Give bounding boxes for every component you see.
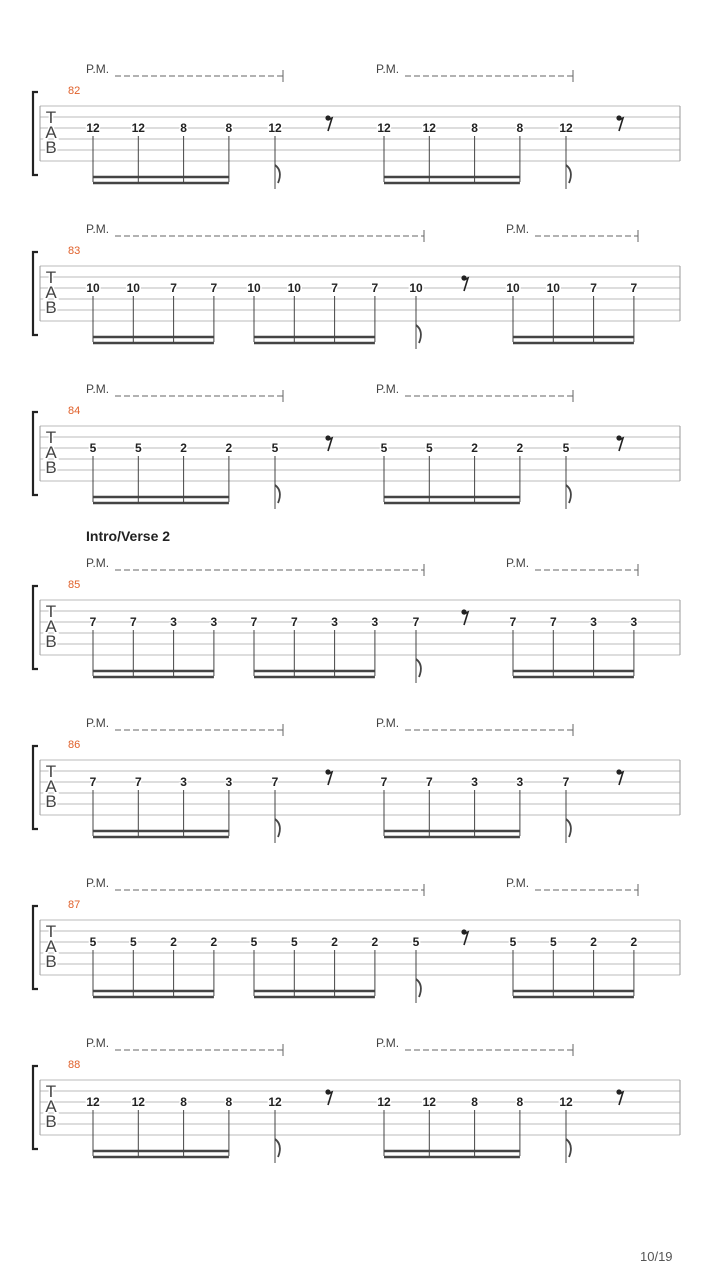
tab-clef-letter: B bbox=[45, 952, 57, 971]
measure-number: 88 bbox=[68, 1059, 81, 1071]
fret-number: 12 bbox=[559, 121, 573, 135]
fret-number: 7 bbox=[425, 775, 433, 789]
fret-number: 2 bbox=[180, 441, 187, 455]
palm-mute-label: P.M. bbox=[86, 382, 110, 396]
fret-number: 8 bbox=[225, 1095, 233, 1109]
fret-number: 3 bbox=[180, 775, 187, 789]
eighth-rest-stem bbox=[328, 118, 332, 131]
palm-mute-label: P.M. bbox=[376, 716, 400, 730]
tab-clef-letter: T bbox=[45, 1082, 57, 1101]
fret-number: 12 bbox=[559, 1095, 573, 1109]
system-bracket bbox=[33, 586, 38, 669]
palm-mute-label: P.M. bbox=[86, 222, 110, 236]
fret-number: 5 bbox=[412, 935, 420, 949]
page-number: 10/19 bbox=[640, 1249, 673, 1264]
fret-number: 12 bbox=[377, 121, 391, 135]
eighth-rest-stem bbox=[619, 118, 623, 131]
fret-number: 7 bbox=[509, 615, 517, 629]
fret-number: 12 bbox=[131, 121, 145, 135]
tab-system bbox=[33, 382, 680, 509]
fret-number: 8 bbox=[180, 121, 187, 135]
tab-clef-letter: T bbox=[45, 268, 57, 287]
eighth-rest-stem bbox=[328, 772, 332, 785]
fret-number: 10 bbox=[287, 281, 301, 295]
fret-number: 10 bbox=[247, 281, 261, 295]
fret-number: 7 bbox=[271, 775, 279, 789]
system-bracket bbox=[33, 906, 38, 989]
fret-number: 7 bbox=[562, 775, 570, 789]
eighth-rest-stem bbox=[619, 1092, 623, 1105]
fret-number: 5 bbox=[562, 441, 570, 455]
fret-number: 7 bbox=[590, 281, 597, 295]
fret-number: 3 bbox=[590, 615, 597, 629]
eighth-rest-stem bbox=[328, 438, 332, 451]
system-bracket bbox=[33, 92, 38, 175]
note-flag bbox=[416, 979, 421, 997]
fret-number: 5 bbox=[134, 441, 142, 455]
palm-mute-label: P.M. bbox=[376, 1036, 400, 1050]
fret-number: 7 bbox=[380, 775, 388, 789]
fret-number: 2 bbox=[371, 935, 379, 949]
tab-system bbox=[33, 1036, 680, 1163]
fret-number: 3 bbox=[210, 615, 218, 629]
fret-number: 12 bbox=[86, 1095, 100, 1109]
section-label: Intro/Verse 2 bbox=[86, 528, 171, 544]
fret-number: 3 bbox=[371, 615, 379, 629]
palm-mute-label: P.M. bbox=[376, 382, 400, 396]
fret-number: 2 bbox=[471, 441, 478, 455]
fret-number: 7 bbox=[630, 281, 638, 295]
palm-mute-label: P.M. bbox=[506, 222, 530, 236]
fret-number: 2 bbox=[590, 935, 597, 949]
fret-number: 2 bbox=[331, 935, 338, 949]
fret-number: 5 bbox=[271, 441, 279, 455]
tab-system bbox=[33, 716, 680, 843]
palm-mute-label: P.M. bbox=[506, 876, 530, 890]
fret-number: 12 bbox=[422, 1095, 436, 1109]
fret-number: 7 bbox=[89, 775, 97, 789]
tab-system bbox=[33, 222, 680, 349]
fret-number: 12 bbox=[268, 1095, 282, 1109]
palm-mute-label: P.M. bbox=[86, 716, 110, 730]
fret-number: 2 bbox=[630, 935, 638, 949]
fret-number: 2 bbox=[170, 935, 177, 949]
fret-number: 5 bbox=[250, 935, 258, 949]
note-flag bbox=[566, 819, 571, 837]
fret-number: 5 bbox=[129, 935, 137, 949]
system-bracket bbox=[33, 746, 38, 829]
measure-number: 86 bbox=[68, 739, 81, 751]
tab-clef-letter: A bbox=[45, 123, 57, 142]
tab-clef-letter: B bbox=[45, 792, 57, 811]
tab-clef-letter: A bbox=[45, 937, 57, 956]
tab-clef-letter: B bbox=[45, 138, 57, 157]
fret-number: 5 bbox=[89, 441, 97, 455]
eighth-rest-stem bbox=[619, 438, 623, 451]
measure-number: 85 bbox=[68, 579, 81, 591]
fret-number: 7 bbox=[134, 775, 142, 789]
palm-mute-label: P.M. bbox=[506, 556, 530, 570]
fret-number: 7 bbox=[250, 615, 258, 629]
fret-number: 7 bbox=[371, 281, 379, 295]
note-flag bbox=[416, 325, 421, 343]
note-flag bbox=[275, 485, 280, 503]
tab-clef-letter: A bbox=[45, 777, 57, 796]
tab-clef-letter: A bbox=[45, 443, 57, 462]
note-flag bbox=[275, 165, 280, 183]
fret-number: 8 bbox=[516, 1095, 524, 1109]
fret-number: 10 bbox=[126, 281, 140, 295]
tab-clef-letter: B bbox=[45, 1112, 57, 1131]
fret-number: 3 bbox=[170, 615, 177, 629]
eighth-rest-stem bbox=[619, 772, 623, 785]
tab-clef-letter: B bbox=[45, 298, 57, 317]
tab-clef-letter: T bbox=[45, 922, 57, 941]
fret-number: 7 bbox=[129, 615, 137, 629]
fret-number: 12 bbox=[86, 121, 100, 135]
tab-system bbox=[33, 528, 680, 683]
fret-number: 10 bbox=[86, 281, 100, 295]
eighth-rest-stem bbox=[464, 278, 468, 291]
fret-number: 2 bbox=[225, 441, 233, 455]
tab-system bbox=[33, 876, 680, 1003]
tab-clef-letter: T bbox=[45, 108, 57, 127]
measure-number: 83 bbox=[68, 245, 81, 257]
tab-system bbox=[33, 62, 680, 189]
fret-number: 8 bbox=[225, 121, 233, 135]
fret-number: 2 bbox=[210, 935, 218, 949]
eighth-rest-stem bbox=[328, 1092, 332, 1105]
fret-number: 10 bbox=[409, 281, 423, 295]
fret-number: 7 bbox=[290, 615, 298, 629]
system-bracket bbox=[33, 252, 38, 335]
fret-number: 2 bbox=[516, 441, 524, 455]
note-flag bbox=[566, 485, 571, 503]
tab-clef-letter: T bbox=[45, 762, 57, 781]
fret-number: 7 bbox=[331, 281, 338, 295]
fret-number: 8 bbox=[180, 1095, 187, 1109]
fret-number: 3 bbox=[471, 775, 478, 789]
fret-number: 10 bbox=[546, 281, 560, 295]
note-flag bbox=[416, 659, 421, 677]
tab-clef-letter: A bbox=[45, 617, 57, 636]
note-flag bbox=[275, 819, 280, 837]
fret-number: 12 bbox=[131, 1095, 145, 1109]
fret-number: 7 bbox=[170, 281, 177, 295]
fret-number: 3 bbox=[516, 775, 524, 789]
tab-clef-letter: T bbox=[45, 602, 57, 621]
fret-number: 5 bbox=[290, 935, 298, 949]
fret-number: 12 bbox=[422, 121, 436, 135]
fret-number: 8 bbox=[471, 121, 478, 135]
fret-number: 7 bbox=[549, 615, 557, 629]
tab-clef-letter: A bbox=[45, 1097, 57, 1116]
tab-clef-letter: B bbox=[45, 458, 57, 477]
tab-clef-letter: T bbox=[45, 428, 57, 447]
fret-number: 7 bbox=[210, 281, 218, 295]
note-flag bbox=[566, 165, 571, 183]
fret-number: 8 bbox=[516, 121, 524, 135]
tab-clef-letter: A bbox=[45, 283, 57, 302]
fret-number: 10 bbox=[506, 281, 520, 295]
fret-number: 7 bbox=[412, 615, 420, 629]
fret-number: 12 bbox=[377, 1095, 391, 1109]
palm-mute-label: P.M. bbox=[86, 876, 110, 890]
palm-mute-label: P.M. bbox=[86, 556, 110, 570]
fret-number: 12 bbox=[268, 121, 282, 135]
measure-number: 82 bbox=[68, 85, 81, 97]
fret-number: 5 bbox=[89, 935, 97, 949]
eighth-rest-stem bbox=[464, 932, 468, 945]
fret-number: 5 bbox=[549, 935, 557, 949]
palm-mute-label: P.M. bbox=[86, 62, 110, 76]
fret-number: 3 bbox=[331, 615, 338, 629]
note-flag bbox=[566, 1139, 571, 1157]
fret-number: 3 bbox=[225, 775, 233, 789]
system-bracket bbox=[33, 412, 38, 495]
palm-mute-label: P.M. bbox=[86, 1036, 110, 1050]
fret-number: 5 bbox=[380, 441, 388, 455]
fret-number: 3 bbox=[630, 615, 638, 629]
fret-number: 7 bbox=[89, 615, 97, 629]
fret-number: 8 bbox=[471, 1095, 478, 1109]
measure-number: 87 bbox=[68, 899, 81, 911]
tab-clef-letter: B bbox=[45, 632, 57, 651]
measure-number: 84 bbox=[68, 405, 81, 417]
eighth-rest-stem bbox=[464, 612, 468, 625]
fret-number: 5 bbox=[425, 441, 433, 455]
note-flag bbox=[275, 1139, 280, 1157]
palm-mute-label: P.M. bbox=[376, 62, 400, 76]
system-bracket bbox=[33, 1066, 38, 1149]
fret-number: 5 bbox=[509, 935, 517, 949]
